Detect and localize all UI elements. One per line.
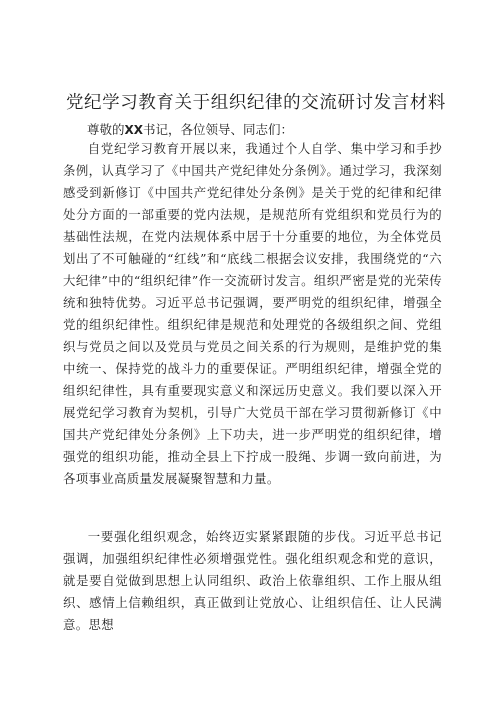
document-title: 党纪学习教育关于组织纪律的交流研讨发言材料	[65, 93, 447, 113]
body-paragraph: 自党纪学习教育开展以来，我通过个人自学、集中学习和手抄条例，认真学习了《中国共产党纪律处分条例》。通过学习，我深刻感受到新修订《中国共产党纪律处分条例》是关于党的纪律和纪律处分方面的一部重要的党内法规，是规范所有党组织和党员行为的基础性法规，在党内法规体系中居于十分重要的地位，为全体党员划出了不可触碰的“红线”和“底线二根据会议安排，我围绕党的“六大纪律”中的“组织纪律”作一交流研讨发言。组织严密是党的光荣传统和独特优势。习近平总书记强调，要严明党的组织纪律，增强全党的组织纪律性。组织纪律是规范和处理党的各级组织之间、党组织与党员之间以及党员与党员之间关系的行为规则，是维护党的集中统一、保持党的战斗力的重要保证。严明组织纪律，增强全党的组织纪律性，具有重要现实意义和深远历史意义。我们要以深入开展党纪学习教育为契机，引导广大党员干部在学习贯彻新修订《中国共产党纪律处分条例》上下功夫，进一步严明党的组织纪律，增强党的组织功能，推动全县上下拧成一股绳、步调一致向前进，为各项事业高质量发展凝聚智慧和力量。	[63, 141, 442, 486]
salutation-placeholder: XX	[124, 123, 144, 137]
salutation	[87, 121, 293, 139]
body-paragraph: 一要强化组织观念，始终迈实紧紧跟随的步伐。习近平总书记强调，加强组织纪律性必须增强党性。强化组织观念和党的意识，就是要自觉做到思想上认同组织、政治上依靠组织、工作上服从组织、感情上信赖组织，真正做到让党放心、让组织信任、让人民满意。思想	[63, 529, 442, 632]
salutation-prefix: 尊敬的	[87, 122, 125, 137]
salutation-suffix: 书记，各位领导、同志们：	[143, 122, 294, 137]
